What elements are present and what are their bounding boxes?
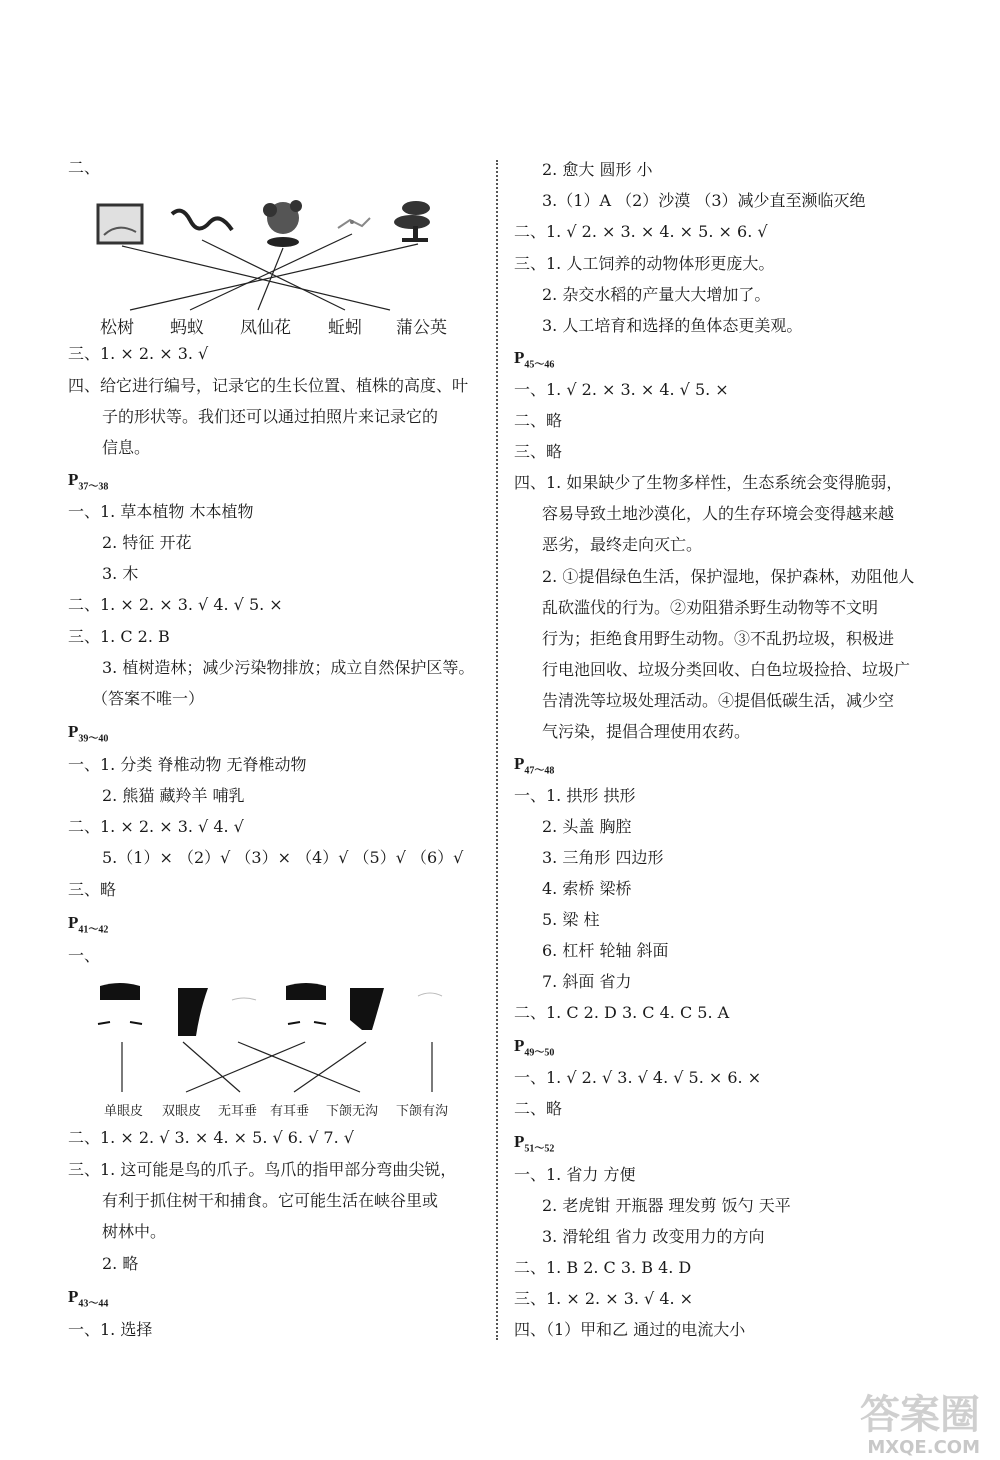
answer-line: 2. 老虎钳 开瓶器 理发剪 饭勺 天平 bbox=[542, 1196, 791, 1215]
answer-line: 一、 bbox=[68, 946, 101, 965]
earthworm-icon bbox=[172, 211, 232, 230]
answer-line: 2. ①提倡绿色生活，保护湿地，保护森林，劝阻他人 bbox=[542, 567, 915, 586]
column-divider bbox=[496, 160, 498, 1340]
answer-line: 行电池回收、垃圾分类回收、白色垃圾捡拾、垃圾广 bbox=[542, 660, 911, 679]
answer-line: 树林中。 bbox=[102, 1222, 167, 1241]
answer-line: 二、1. × 2. × 3. √ 4. √ 5. × bbox=[68, 595, 283, 614]
match-label-earthworm: 蚯蚓 bbox=[328, 318, 362, 338]
answer-line: 容易导致土地沙漠化，人的生存环境会变得越来越 bbox=[542, 504, 895, 523]
answer-line: 一、1. 拱形 拱形 bbox=[514, 786, 636, 805]
page-range-heading: $P_{51\sim 52}$ bbox=[514, 1132, 555, 1155]
answer-line: 3. 滑轮组 省力 改变用力的方向 bbox=[542, 1227, 765, 1246]
answer-line: 一、1. √ 2. × 3. × 4. √ 5. × bbox=[514, 380, 729, 399]
chin-no-cleft-icon bbox=[232, 998, 256, 1000]
match-label-dandelion: 蒲公英 bbox=[396, 318, 447, 338]
answer-line: 二、1. √ 2. × 3. × 4. × 5. × 6. √ bbox=[514, 222, 768, 241]
answer-line: 二、略 bbox=[514, 1099, 563, 1118]
answer-line: 三、1. 这可能是鸟的爪子。鸟爪的指甲部分弯曲尖锐， bbox=[68, 1160, 457, 1179]
answer-line: 7. 斜面 省力 bbox=[542, 972, 632, 991]
answer-line: 5. 梁 柱 bbox=[542, 910, 600, 929]
match-label-chin-cleft: 下颌有沟 bbox=[396, 1104, 449, 1119]
answer-line: 一、1. 草本植物 木本植物 bbox=[68, 502, 254, 521]
answer-line: 乱砍滥伐的行为。②劝阻猎杀野生动物等不文明 bbox=[542, 598, 879, 617]
answer-line: 告清洗等垃圾处理活动。④提倡低碳生活，减少空 bbox=[542, 691, 895, 710]
answer-line: 二、1. × 2. × 3. √ 4. √ bbox=[68, 817, 244, 836]
page-range-heading: $P_{47\sim 48}$ bbox=[514, 754, 555, 777]
answer-line: 三、1. × 2. × 3. √ bbox=[68, 344, 209, 363]
page-range-heading: $P_{41\sim 42}$ bbox=[68, 913, 109, 936]
chin-cleft-icon bbox=[418, 993, 442, 996]
page-range-heading: $P_{49\sim 50}$ bbox=[514, 1036, 555, 1059]
match-label-earlobe: 有耳垂 bbox=[270, 1104, 310, 1119]
answer-line: 3. 木 bbox=[102, 564, 139, 583]
answer-line: 子的形状等。我们还可以通过拍照片来记录它的 bbox=[102, 407, 439, 426]
answer-line: 二、1. B 2. C 3. B 4. D bbox=[514, 1258, 692, 1277]
answer-line: 5.（1）× （2）√ （3）× （4）√ （5）√ （6）√ bbox=[102, 848, 464, 867]
answer-line: 3.（1）A （2）沙漠 （3）减少直至濒临灭绝 bbox=[542, 191, 866, 210]
answer-line: 三、略 bbox=[68, 880, 117, 899]
answer-line: 恶劣，最终走向灭亡。 bbox=[542, 535, 703, 554]
match-label-pine: 松树 bbox=[100, 318, 134, 338]
answer-line: 行为；拒绝食用野生动物。③不乱扔垃圾，积极进 bbox=[542, 629, 895, 648]
answer-line: 二、1. × 2. √ 3. × 4. × 5. √ 6. √ 7. √ bbox=[68, 1128, 354, 1147]
answer-line: 三、略 bbox=[514, 442, 563, 461]
single-eyelid-face-icon bbox=[98, 983, 142, 1024]
answer-line: 二、略 bbox=[514, 411, 563, 430]
answer-line: 三、1. × 2. × 3. √ 4. × bbox=[514, 1289, 694, 1308]
page-range-heading: $P_{39\sim 40}$ bbox=[68, 722, 109, 745]
pine-sketch-icon bbox=[98, 205, 142, 243]
answer-line: 6. 杠杆 轮轴 斜面 bbox=[542, 941, 669, 960]
answer-line: 一、1. 省力 方便 bbox=[514, 1165, 636, 1184]
answer-line: 2. 愈大 圆形 小 bbox=[542, 160, 653, 179]
double-eyelid-face-icon bbox=[286, 983, 326, 1024]
ant-icon bbox=[338, 218, 370, 228]
answer-line: （答案不唯一） bbox=[92, 689, 205, 708]
match-label-single-eyelid: 单眼皮 bbox=[104, 1104, 144, 1119]
answer-line: 三、1. 人工饲养的动物体形更庞大。 bbox=[514, 254, 775, 273]
answer-line: 信息。 bbox=[102, 438, 151, 457]
answer-line: 2. 杂交水稻的产量大大增加了。 bbox=[542, 285, 771, 304]
match-label-double-eyelid: 双眼皮 bbox=[162, 1104, 202, 1119]
answer-line: 2. 熊猫 藏羚羊 哺乳 bbox=[102, 786, 245, 805]
page-range-heading: $P_{37\sim 38}$ bbox=[68, 470, 109, 493]
answer-line: 四、1. 如果缺少了生物多样性，生态系统会变得脆弱， bbox=[514, 473, 903, 492]
answer-line: 4. 索桥 梁桥 bbox=[542, 879, 632, 898]
page-range-heading: $P_{43\sim 44}$ bbox=[68, 1287, 109, 1310]
answer-line: 3. 人工培育和选择的鱼体态更美观。 bbox=[542, 316, 803, 335]
answer-line: 有利于抓住树干和捕食。它可能生活在峡谷里或 bbox=[102, 1191, 439, 1210]
page-range-heading: $P_{45\sim 46}$ bbox=[514, 348, 555, 371]
attached-earlobe-icon bbox=[178, 988, 208, 1036]
answer-line: 2. 特征 开花 bbox=[102, 533, 192, 552]
answer-line: 三、1. C 2. B bbox=[68, 627, 170, 646]
watermark-url: MXQE.COM bbox=[867, 1437, 980, 1458]
answer-line: 一、1. 分类 脊椎动物 无脊椎动物 bbox=[68, 755, 307, 774]
watermark-logo: 答案圈 bbox=[860, 1392, 980, 1438]
answer-line: 四、给它进行编号，记录它的生长位置、植株的高度、叶 bbox=[68, 376, 469, 395]
free-earlobe-icon bbox=[350, 988, 384, 1030]
section-heading: 二、 bbox=[68, 158, 101, 177]
answer-line: 2. 略 bbox=[102, 1254, 139, 1273]
match-label-no-earlobe: 无耳垂 bbox=[218, 1104, 258, 1119]
answer-line: 2. 头盖 胸腔 bbox=[542, 817, 632, 836]
answer-line: 一、1. 选择 bbox=[68, 1320, 153, 1339]
answer-line: 二、1. C 2. D 3. C 4. C 5. A bbox=[514, 1003, 730, 1022]
answer-line: 3. 植树造林；减少污染物排放；成立自然保护区等。 bbox=[102, 658, 475, 677]
balsam-flower-icon bbox=[263, 200, 302, 247]
pine-tree-icon bbox=[394, 201, 430, 242]
answer-line: 气污染，提倡合理使用农药。 bbox=[542, 722, 751, 741]
match-label-balsam: 凤仙花 bbox=[240, 318, 291, 338]
answer-line: 一、1. √ 2. √ 3. √ 4. √ 5. × 6. × bbox=[514, 1068, 762, 1087]
match-label-no-chin-cleft: 下颌无沟 bbox=[326, 1104, 379, 1119]
answer-line: 3. 三角形 四边形 bbox=[542, 848, 664, 867]
match-label-ant: 蚂蚁 bbox=[170, 318, 204, 338]
answer-line: 四、（1）甲和乙 通过的电流大小 bbox=[514, 1320, 746, 1339]
